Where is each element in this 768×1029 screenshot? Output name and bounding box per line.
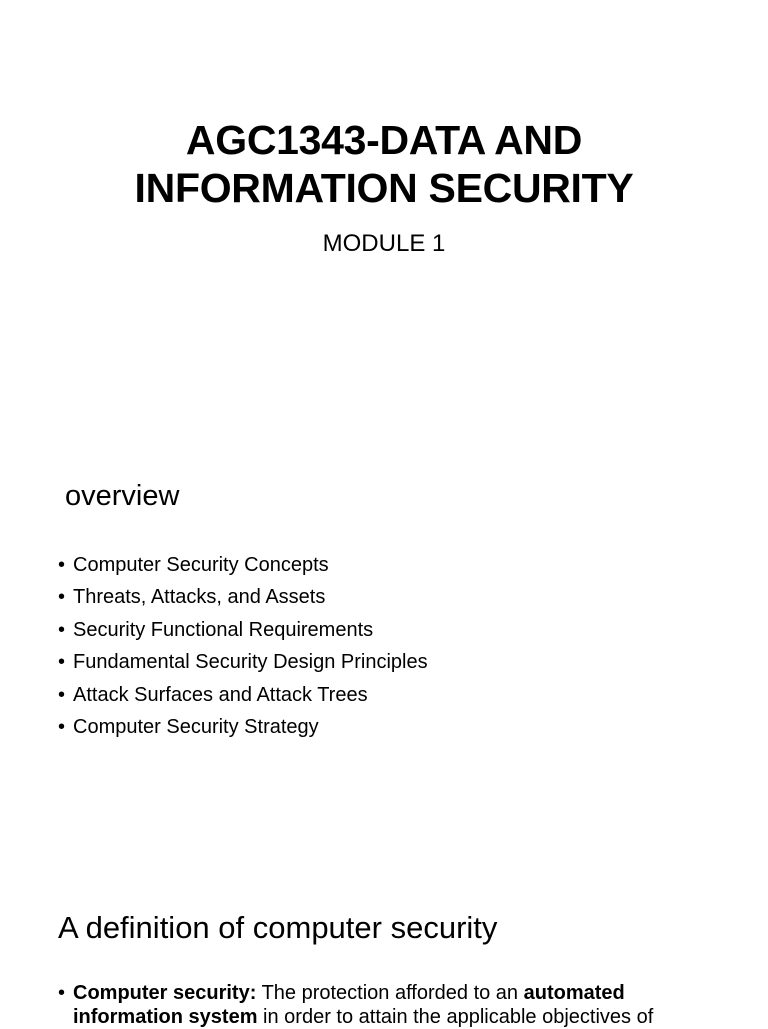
list-item-text: Computer Security Concepts	[73, 554, 329, 576]
list-item	[58, 711, 428, 743]
definition-bold-1: automated	[523, 982, 625, 1004]
definition-line-2	[58, 1005, 718, 1029]
list-item	[58, 679, 428, 711]
definition-heading: A definition of computer security	[58, 910, 498, 945]
definition-text-2: in order to attain the applicable objectives of	[257, 1006, 654, 1028]
presentation-title	[0, 116, 768, 212]
definition-slide	[0, 860, 768, 1028]
bullet-marker: •	[58, 982, 66, 1004]
overview-slide	[0, 430, 768, 860]
definition-bold-2: information system	[73, 1006, 258, 1028]
list-item-text: Fundamental Security Design Principles	[73, 651, 428, 674]
overview-list	[58, 549, 428, 743]
list-item	[58, 614, 428, 646]
list-item-text: Threats, Attacks, and Assets	[73, 586, 326, 609]
title-slide	[0, 0, 768, 430]
list-item	[58, 646, 428, 678]
definition-paragraph	[58, 981, 718, 1029]
bullet-marker: •	[58, 586, 66, 609]
bullet-marker: •	[58, 716, 66, 739]
bullet-marker: •	[58, 618, 66, 641]
bullet-marker: •	[58, 683, 66, 706]
list-item	[58, 549, 428, 581]
overview-heading: overview	[65, 480, 180, 512]
title-line-1: AGC1343-DATA AND	[185, 117, 583, 163]
definition-text-1: The protection afforded to an	[256, 982, 524, 1004]
list-item	[58, 581, 428, 613]
list-item-text: Security Functional Requirements	[73, 618, 374, 641]
presentation-subtitle: MODULE 1	[322, 230, 446, 257]
bullet-marker: •	[58, 554, 66, 576]
title-line-2: INFORMATION SECURITY	[134, 165, 634, 211]
list-item-text: Computer Security Strategy	[73, 716, 319, 739]
bullet-marker: •	[58, 651, 66, 674]
list-item-text: Attack Surfaces and Attack Trees	[73, 683, 368, 706]
definition-term: Computer security:	[73, 982, 257, 1004]
